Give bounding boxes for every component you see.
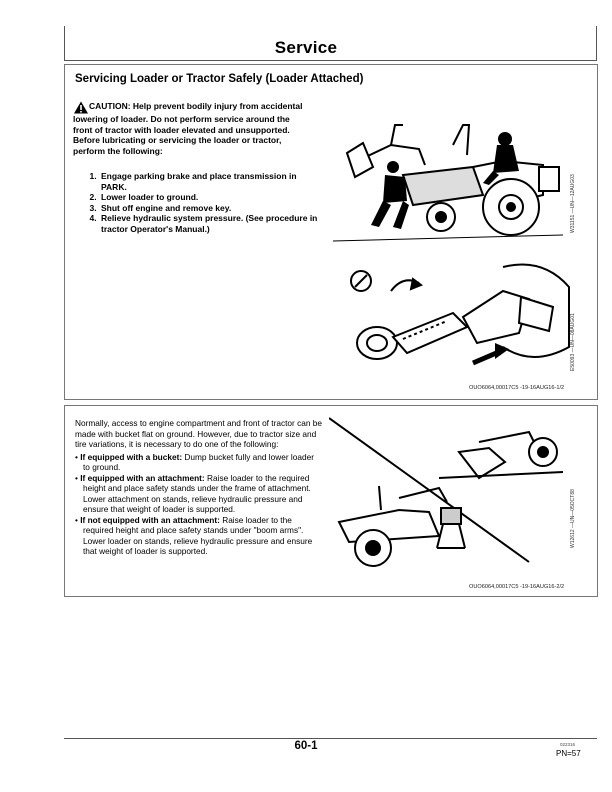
bullet-list xyxy=(75,452,323,557)
top-right-rule xyxy=(596,26,597,60)
section-safety-box xyxy=(64,64,598,400)
pn-label: PN=57 xyxy=(556,749,581,758)
step-item: 1. Engage parking brake and place transmission in PARK. xyxy=(99,171,321,192)
bullet-text: Raise loader to the required height and place safety stands under the frame of attachment. Lower attachment on stands, relieve hydraulic pressure and ensure that weight of loader is supported. xyxy=(83,472,311,514)
intro-paragraph: Normally, access to engine compartment and front of tractor can be made with bucket flat on ground. However, due to tractor size and tire variations, it is necessary to do one of the following: xyxy=(75,418,323,449)
section1-reference: OUO6064,00017C5 -19-16AUG16-1/2 xyxy=(469,385,565,391)
step-item: 3. Shut off engine and remove key. xyxy=(99,203,321,214)
caution-block xyxy=(73,101,309,156)
step-item: 4. Relieve hydraulic system pressure. (See procedure in tractor Operator's Manual.) xyxy=(99,213,321,234)
bullet-item: • If not equipped with an attachment: Raise loader to the required height and place safety stands under "boom arms". Lower loader on stands, relieve hydraulic pressure and ensure that weight of loader is supported. xyxy=(75,514,313,556)
bullet-text: Dump bucket fully and lower loader to ground. xyxy=(83,451,314,472)
bullet-label: If equipped with an attachment: xyxy=(80,472,205,483)
warning-triangle-icon xyxy=(73,101,89,114)
section-access-box xyxy=(64,405,598,597)
steps-list xyxy=(81,171,321,235)
figure3-code: W12612 —UN—05OCT88 xyxy=(570,489,576,548)
footer-rule xyxy=(64,738,597,739)
bullet-label: If not equipped with an attachment: xyxy=(80,514,220,525)
caution-text: CAUTION: Help prevent bodily injury from accidental lowering of loader. Do not perform service around the front of tractor with loader elevated and unsupported. Before lubricating or servicing the loader or tractor, perform the following: xyxy=(73,101,303,156)
footer-small-code: 022316 xyxy=(560,742,576,747)
title-underline xyxy=(64,60,597,61)
page-number: 60-1 xyxy=(294,740,318,752)
page-title: Service xyxy=(274,38,338,57)
section-heading: Servicing Loader or Tractor Safely (Loader Attached) xyxy=(75,73,364,85)
ignition-key-illustration xyxy=(343,247,573,387)
safety-stands-illustration xyxy=(329,412,563,576)
bullet-item: • If equipped with an attachment: Raise loader to the required height and place safety stands under the frame of attachment. Lower attachment on stands, relieve hydraulic pressure and ensure that weight of loader is supported. xyxy=(75,472,311,514)
step-item: 2. Lower loader to ground. xyxy=(99,192,321,203)
bullet-item: • If equipped with a bucket: Dump bucket fully and lower loader to ground. xyxy=(75,451,314,472)
bullet-label: If equipped with a bucket: xyxy=(80,451,183,462)
section2-reference: OUO6064,00017C5 -19-16AUG16-2/2 xyxy=(469,584,565,590)
section2-body xyxy=(75,418,323,557)
figure1-code: W31151 —UN—12AUG03 xyxy=(570,174,576,233)
bullet-text: Raise loader to the required height and place safety stands under "boom arms". Lower loader on stands, relieve hydraulic pressure and ensure that weight of loader is supported. xyxy=(83,514,313,556)
figure2-code: E50093 —UN—08AUG01 xyxy=(570,313,576,371)
